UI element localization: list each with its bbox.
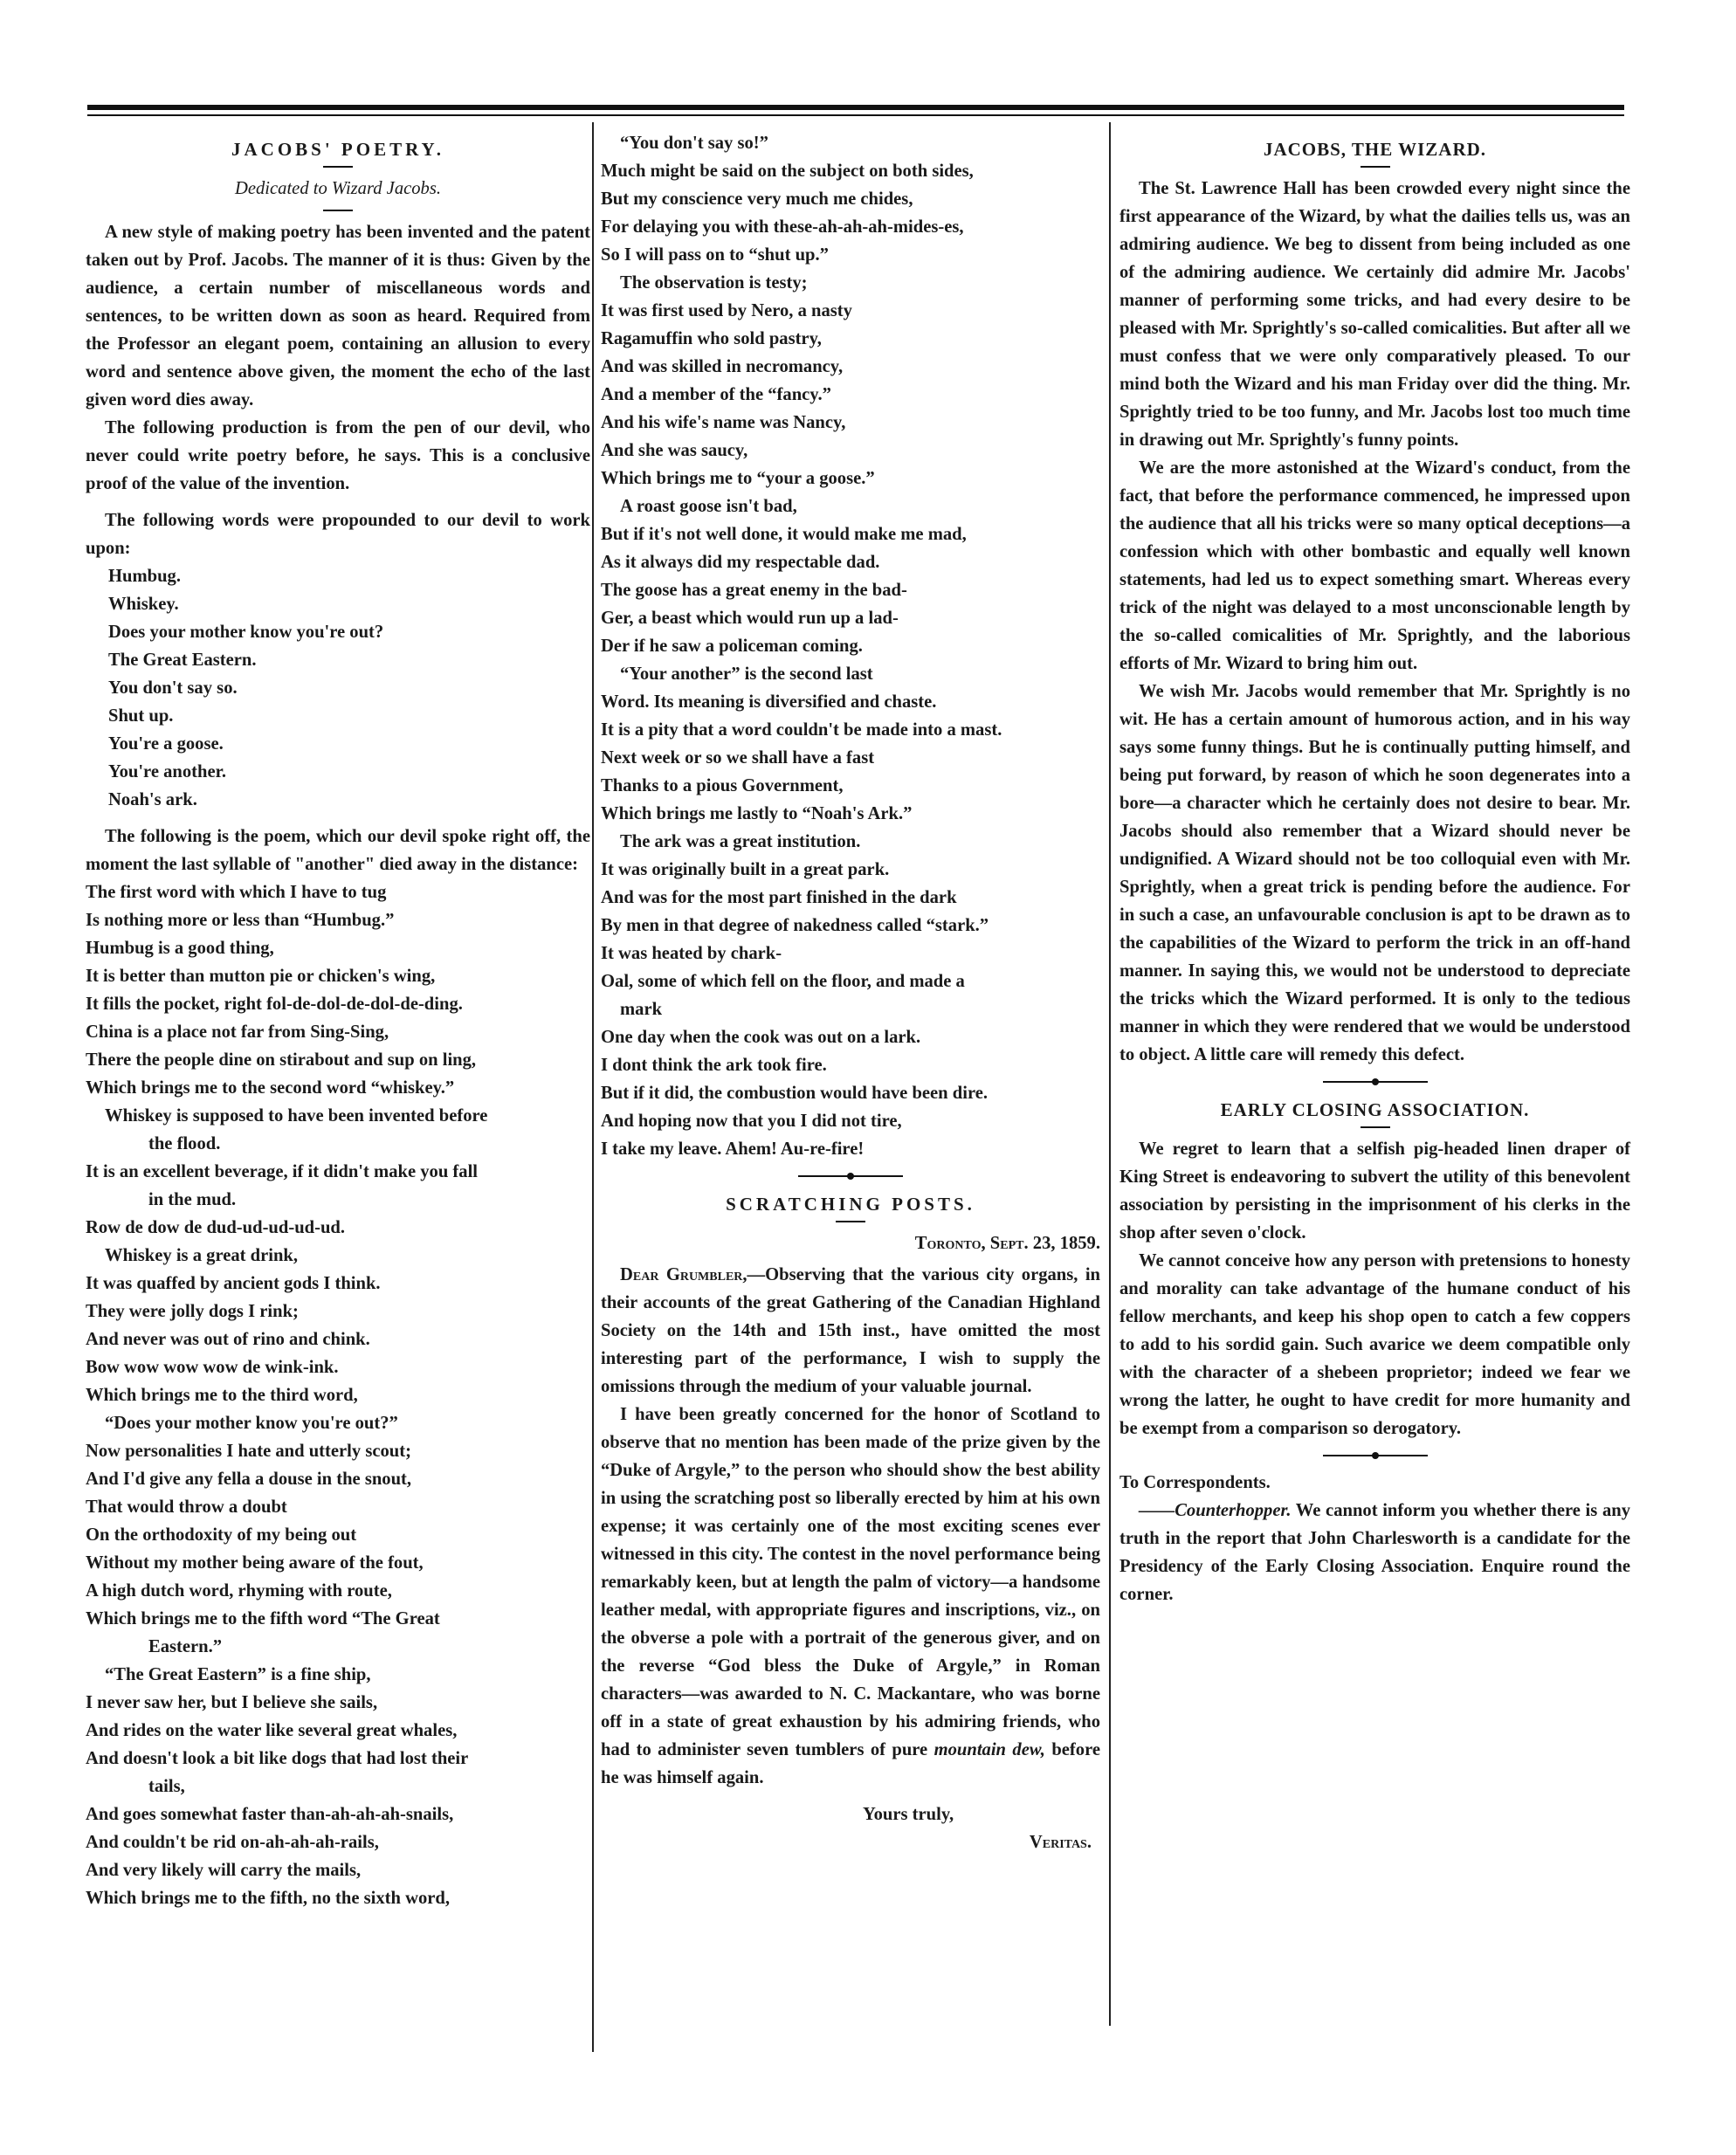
paragraph: We regret to learn that a selfish pig-headed linen draper of King Street is endeavoring to subvert the utility of this benevolent association by persisting in the imprisonment of his clerks in the shop after seven o'clock. (1119, 1139, 1630, 1243)
list-item: Does your mother know you're out? (108, 623, 384, 642)
poem-line: It is an excellent beverage, if it didn't make you fall (86, 1162, 479, 1181)
section-separator (1323, 1081, 1428, 1083)
poem-line: Der if he saw a policeman coming. (601, 637, 863, 656)
poem-line: Which brings me to the fifth word “The Great (86, 1609, 440, 1628)
poem-continued (601, 129, 1100, 1163)
poem-line: Humbug is a good thing, (86, 939, 274, 958)
poem-line: And very likely will carry the mails, (86, 1861, 362, 1880)
poem-line: Whiskey is supposed to have been invented before (105, 1106, 488, 1126)
paragraph (601, 1401, 1100, 1792)
signature: Veritas. (1029, 1833, 1092, 1852)
poem-line: As it always did my respectable dad. (601, 553, 880, 572)
poem-line: “You don't say so!” (620, 134, 768, 153)
poem-line: And I'd give any fella a douse in the snout, (86, 1470, 412, 1489)
section-separator (798, 1175, 903, 1177)
poem-line: Row de dow de dud-ud-ud-ud-ud. (86, 1218, 346, 1237)
poem-line: And rides on the water like several great whales, (86, 1721, 458, 1740)
poem-line: Without my mother being aware of the fout, (86, 1553, 424, 1573)
list-item: You're a goose. (108, 734, 224, 754)
list-item: You don't say so. (108, 678, 238, 698)
article-title-jacobs-poetry: JACOBS' POETRY. (231, 139, 445, 160)
paragraph: The following is the poem, which our devil spoke right off, the moment the last syllable of "another" died away in the distance: (86, 827, 590, 874)
article-title-scratching-posts: SCRATCHING POSTS. (726, 1194, 975, 1215)
poem-line: It was quaffed by ancient gods I think. (86, 1274, 381, 1293)
title-dash (323, 166, 353, 168)
poem-line: It was originally built in a great park. (601, 860, 890, 879)
list-item: Whiskey. (108, 595, 179, 614)
word-list (86, 562, 590, 814)
poem-line: in the mud. (148, 1190, 237, 1209)
poem-line: I never saw her, but I believe she sails, (86, 1693, 378, 1712)
paragraph: The following production is from the pen of our devil, who never could write poetry before, he says. This is a conclusive proof of the value of the invention. (86, 418, 590, 493)
poem-line: Which brings me to the third word, (86, 1386, 358, 1405)
poem-line: Word. Its meaning is diversified and chaste. (601, 692, 937, 712)
dedication: Dedicated to Wizard Jacobs. (234, 179, 442, 198)
poem-line: Which brings me to the second word “whiskey.” (86, 1078, 455, 1098)
paragraph: We wish Mr. Jacobs would remember that Mr. Sprightly is no wit. He has a certain amount of humorous action, and in his way says some funny things. But he is continually putting himself, and being put forward, by reason of which he soon degenerates into a bore—a character which he certainly does not desire to bear. Mr. Jacobs should also remember that a Wizard should never be undignified. A Wizard should not be too colloquial even with Mr. Sprightly, when a great trick is pending before the audience. For in such a case, an unfavourable conclusion is apt to be drawn as to the capabilities of the Wizard to perform the trick in an off-hand manner. In saying this, we would not be understood to depreciate the tricks which the Wizard performed. It is only to the tedious manner in which they were rendered that we would be understood to object. A little care will remedy this defect. (1119, 682, 1630, 1064)
poem-line: So I will pass on to “shut up.” (601, 245, 829, 265)
poem-line: I dont think the ark took fire. (601, 1056, 827, 1075)
poem-line: For delaying you with these-ah-ah-ah-mides-es, (601, 217, 964, 237)
poem-line: They were jolly dogs I rink; (86, 1302, 299, 1321)
poem-line: And his wife's name was Nancy, (601, 413, 846, 432)
poem-line: That would throw a doubt (86, 1497, 287, 1517)
poem-line: It is better than mutton pie or chicken's wing, (86, 967, 436, 986)
column-1 (86, 129, 590, 1912)
column-rule-left (592, 122, 594, 2052)
poem-line: China is a place not far from Sing-Sing, (86, 1022, 389, 1042)
poem-line: But if it did, the combustion would have been dire. (601, 1084, 989, 1103)
title-dash (1361, 1126, 1390, 1128)
list-item: Noah's ark. (108, 790, 197, 809)
poem-line: And was skilled in necromancy, (601, 357, 844, 376)
poem-line: A roast goose isn't bad, (620, 497, 797, 516)
poem-line: One day when the cook was out on a lark. (601, 1028, 921, 1047)
poem-line: And couldn't be rid on-ah-ah-ah-rails, (86, 1833, 379, 1852)
paragraph: We are the more astonished at the Wizard's conduct, from the fact, that before the performance commenced, he impressed upon the audience that all his tricks were so many optical deceptions—a confession which with other bombastic and equally well known statements, had led us to expect something smart. Whereas every trick of the night was delayed to a most unconscionable length by the so-called comicalities of Mr. Sprightly, and the laborious efforts of Mr. Wizard to bring him out. (1119, 458, 1630, 673)
paragraph: The following words were propounded to our devil to work upon: (86, 511, 590, 558)
poem-line: And hoping now that you I did not tire, (601, 1112, 902, 1131)
poem-line: Which brings me lastly to “Noah's Ark.” (601, 804, 913, 823)
title-dash (1361, 166, 1390, 168)
list-item: The Great Eastern. (108, 651, 257, 670)
poem-line: But my conscience very much me chides, (601, 189, 913, 209)
paragraph: The St. Lawrence Hall has been crowded every night since the first appearance of the Wizard, by what the dailies tells us, was an admiring audience. We beg to dissent from being included as one of the admiring audience. We certainly did admire Mr. Jacobs' manner of performing some tricks, and had every desire to be pleased with Mr. Sprightly's so-called comicalities. But after all we must confess that we were only comparatively pleased. To our mind both the Wizard and his man Friday over did the thing. Mr. Sprightly tried to be too funny, and Mr. Jacobs lost too much time in drawing out Mr. Sprightly's funny points. (1119, 179, 1630, 450)
poem-line: The first word with which I have to tug (86, 883, 387, 902)
list-item: Humbug. (108, 567, 181, 586)
poem-line: On the orthodoxity of my being out (86, 1525, 357, 1545)
paragraph-text: I have been greatly concerned for the honor of Scotland to observe that no mention has been made of the prize given by the “Duke of Argyle,” to the person who should show the best ability in using the scratching post so liberally erected by him at his own expense; it was certainly one of the most exciting scenes ever witnessed in this city. The contest in the novel performance being remarkably keen, but at length the palm of victory—a handsome leather medal, with appropriate figures and inscriptions, viz., on the obverse a pole with a portrait of the generous giver, and on the reverse “God bless the Duke of Argyle,” in Roman characters—was awarded to N. C. Mackantare, who was borne off in a state of great exhaustion by his admiring friends, who had to administer seven tumblers of pure (601, 1405, 1100, 1759)
poem-line: A high dutch word, rhyming with route, (86, 1581, 392, 1601)
poem-line: The observation is testy; (620, 273, 808, 293)
article-title-jacobs-the-wizard: JACOBS, THE WIZARD. (1263, 139, 1487, 160)
column-2 (601, 129, 1100, 1856)
correspondent-name: ——Counterhopper. (1139, 1501, 1292, 1520)
poem-line: It fills the pocket, right fol-de-dol-de-dol-de-ding. (86, 995, 463, 1014)
poem-line: Ragamuffin who sold pastry, (601, 329, 822, 348)
poem-line: And she was saucy, (601, 441, 748, 460)
poem-line: The goose has a great enemy in the bad- (601, 581, 907, 600)
title-dash (836, 1221, 865, 1222)
poem-line: Much might be said on the subject on both sides, (601, 162, 974, 181)
emphasis: mountain dew, (933, 1740, 1045, 1759)
list-item: Shut up. (108, 706, 174, 726)
poem-line: It is a pity that a word couldn't be made into a mast. (601, 720, 1002, 740)
poem-line: It was heated by chark- (601, 944, 782, 963)
closing: Yours truly, (863, 1805, 954, 1824)
poem-line: the flood. (148, 1134, 221, 1153)
poem (86, 878, 590, 1912)
paragraph: A new style of making poetry has been invented and the patent taken out by Prof. Jacobs. The manner of it is thus: Given by the audience, a certain number of miscellaneous words and sentences, to be written down as soon as heard. Required from the Professor an elegant poem, containing an allusion to every word and sentence above given, the moment the echo of the last given word dies away. (86, 223, 590, 410)
paragraph-text: before he was himself again. (601, 1740, 1100, 1787)
poem-line: “Your another” is the second last (620, 664, 873, 684)
list-item: You're another. (108, 762, 227, 781)
paragraph (601, 1261, 1100, 1401)
poem-line: The ark was a great institution. (620, 832, 861, 851)
poem-line: Ger, a beast which would run up a lad- (601, 609, 899, 628)
poem-line: Which brings me to “your a goose.” (601, 469, 875, 488)
poem-line: And a member of the “fancy.” (601, 385, 831, 404)
dateline: Toronto, Sept. 23, 1859. (914, 1234, 1100, 1253)
column-rule-right (1109, 122, 1111, 2026)
column-3 (1119, 129, 1630, 1608)
top-rule-thin (87, 114, 1624, 116)
paragraph-text: We cannot inform you whether there is any truth in the report that John Charlesworth is a candidate for the Presidency of the Early Closing Association. Enquire round the corner. (1119, 1501, 1630, 1604)
poem-line: And never was out of rino and chink. (86, 1330, 370, 1349)
poem-line: mark (620, 1000, 663, 1019)
poem-line: tails, (148, 1777, 185, 1796)
paragraph-text: —Observing that the various city organs, in their accounts of the great Gathering of the Canadian Highland Society on the 14th and 15th inst., have omitted the most interesting part of the performance, I wish to supply the omissions through the medium of your valuable journal. (601, 1265, 1100, 1396)
poem-line: Now personalities I hate and utterly scout; (86, 1442, 411, 1461)
correspondents-note (1119, 1497, 1630, 1608)
section-separator (1323, 1455, 1428, 1456)
poem-line: Thanks to a pious Government, (601, 776, 844, 795)
poem-line: Bow wow wow wow de wink-ink. (86, 1358, 339, 1377)
poem-line: And was for the most part finished in the dark (601, 888, 957, 907)
poem-line: “Does your mother know you're out?” (105, 1414, 398, 1433)
poem-line: Next week or so we shall have a fast (601, 748, 875, 768)
top-rule-thick (87, 105, 1624, 110)
poem-line: There the people dine on stirabout and sup on ling, (86, 1050, 477, 1070)
article-title-early-closing: EARLY CLOSING ASSOCIATION. (1220, 1099, 1530, 1120)
poem-line: Which brings me to the fifth, no the sixth word, (86, 1889, 451, 1908)
poem-line: By men in that degree of nakedness called “stark.” (601, 916, 989, 935)
correspondents-heading: To Correspondents. (1119, 1473, 1271, 1492)
poem-line: Eastern.” (148, 1637, 223, 1656)
poem-line: Oal, some of which fell on the floor, and made a (601, 972, 965, 991)
poem-line: Whiskey is a great drink, (105, 1246, 299, 1265)
poem-line: But if it's not well done, it would make me mad, (601, 525, 967, 544)
poem-line: And doesn't look a bit like dogs that had lost their (86, 1749, 469, 1768)
paragraph: We cannot conceive how any person with pretensions to honesty and morality can take advantage of the humane conduct of his fellow merchants, and keep his shop open to catch a few coppers to add to his sordid gain. Such avarice we deem compatible only with the character of a shebeen proprietor; indeed we fear we wrong the latter, he ought to have credit for more humanity and be exempt from a comparison so derogatory. (1119, 1251, 1630, 1438)
poem-line: Is nothing more or less than “Humbug.” (86, 911, 395, 930)
title-dash (323, 210, 353, 211)
poem-line: “The Great Eastern” is a fine ship, (105, 1665, 371, 1684)
poem-line: And goes somewhat faster than-ah-ah-ah-snails, (86, 1805, 454, 1824)
poem-line: It was first used by Nero, a nasty (601, 301, 852, 320)
salutation: Dear Grumbler, (620, 1265, 747, 1284)
poem-line: I take my leave. Ahem! Au-re-fire! (601, 1139, 865, 1159)
